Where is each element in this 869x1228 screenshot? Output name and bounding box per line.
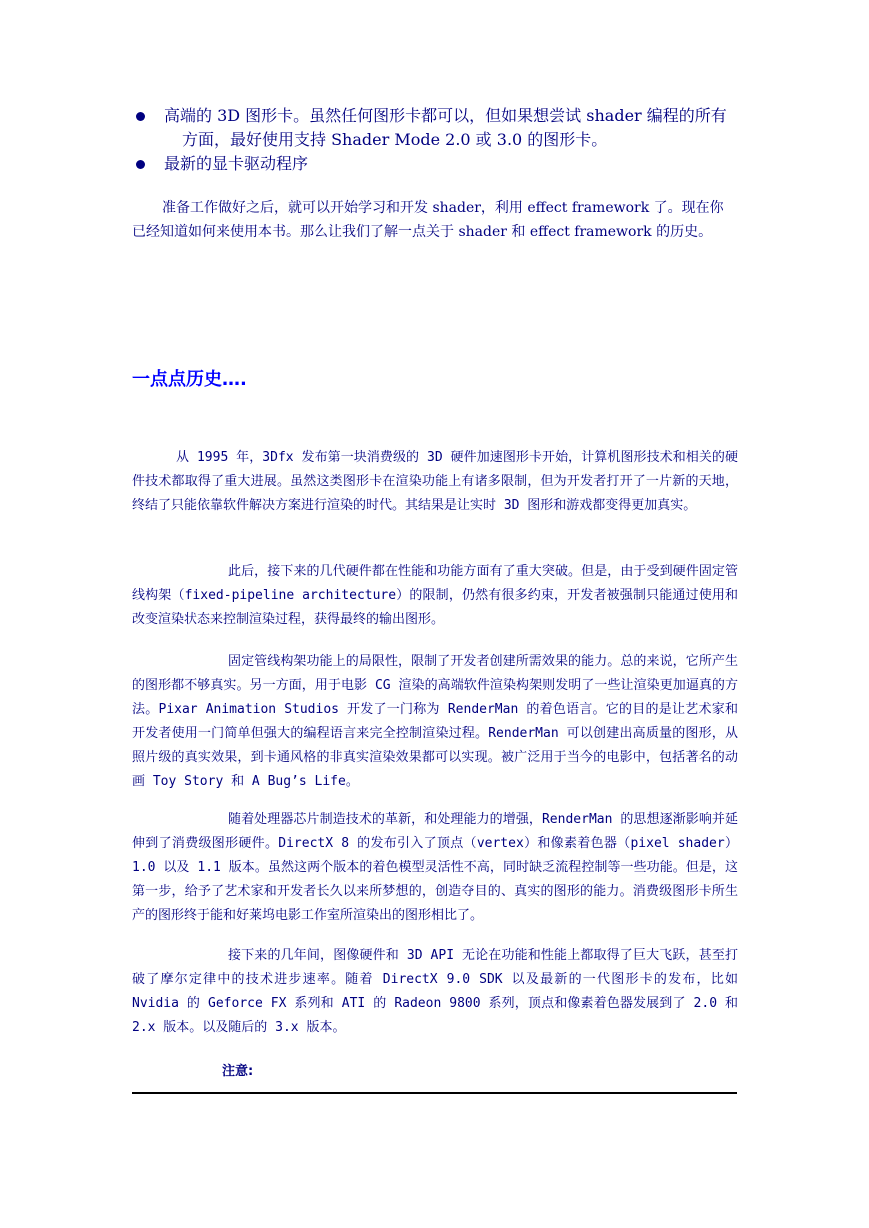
history-paragraph: 接下来的几年间，图像硬件和 3D API 无论在功能和性能上都取得了巨大飞跃，甚至打破了摩尔定律中的技术进步速率。随着 DirectX 9.0 SDK 以及最新的一代图形卡的发布，比如 Nvidia 的 Geforce FX 系列和 ATI 的 Radeon 9800 系列，顶点和像素着色器发展到了 2.0 和 2.x 版本。以及随后的 3.x 版本。 — [132, 948, 738, 1035]
history-paragraph: 固定管线构架功能上的局限性，限制了开发者创建所需效果的能力。总的来说，它所产生的图形都不够真实。另一方面，用于电影 CG 渲染的高端软件渲染构架则发明了一些让渲染更加逼真的方法。Pixar Animation Studios 开发了一门称为 RenderMan 的着色语言。它的目的是让艺术家和开发者使用一门简单但强大的编程语言来完全控制渲染过程。RenderMan 可以创建出高质量的图形，从照片级的真实效果，到卡通风格的非真实渲染效果都可以实现。被广泛用于当今的电影中，包括著名的动画 Toy Story 和 A Bug’s Life。 — [132, 654, 738, 789]
list-item — [132, 104, 742, 152]
note-label: 注意: — [222, 1064, 254, 1079]
section-heading: 一点点历史…. — [132, 369, 247, 390]
intro-paragraph: 准备工作做好之后，就可以开始学习和开发 shader，利用 effect framework 了。现在你已经知道如何来使用本书。那么让我们了解一点关于 shader 和 effect framework 的历史。 — [132, 200, 724, 240]
history-paragraph: 从 1995 年，3Dfx 发布第一块消费级的 3D 硬件加速图形卡开始，计算机图形技术和相关的硬件技术都取得了重大进展。虽然这类图形卡在渲染功能上有诸多限制，但为开发者打开了一片新的天地，终结了只能依靠软件解决方案进行渲染的时代。其结果是让实时 3D 图形和游戏都变得更加真实。 — [132, 450, 738, 513]
requirements-list — [132, 104, 742, 176]
history-paragraph: 此后，接下来的几代硬件都在性能和功能方面有了重大突破。但是，由于受到硬件固定管线构架（fixed-pipeline architecture）的限制，仍然有很多约束，开发者被强制只能通过使用和改变渲染状态来控制渲染过程，获得最终的输出图形。 — [132, 564, 738, 627]
list-item-text: 高端的 3D 图形卡。虽然任何图形卡都可以，但如果想尝试 shader 编程的所有方面，最好使用支持 Shader Mode 2.0 或 3.0 的图形卡。 — [164, 106, 727, 149]
bullet-dot-icon — [136, 160, 145, 169]
list-item — [132, 152, 742, 176]
list-item-text: 最新的显卡驱动程序 — [164, 154, 309, 173]
history-paragraph: 随着处理器芯片制造技术的革新，和处理能力的增强，RenderMan 的思想逐渐影响并延伸到了消费级图形硬件。DirectX 8 的发布引入了顶点（vertex）和像素着色器（pixel shader）1.0 以及 1.1 版本。虽然这两个版本的着色模型灵活性不高，同时缺乏流程控制等一些功能。但是，这第一步，给予了艺术家和开发者长久以来所梦想的，创造夺目的、真实的图形的能力。消费级图形卡所生产的图形终于能和好莱坞电影工作室所渲染出的图形相比了。 — [132, 812, 738, 923]
bullet-dot-icon — [136, 112, 145, 121]
horizontal-rule — [132, 1092, 737, 1094]
